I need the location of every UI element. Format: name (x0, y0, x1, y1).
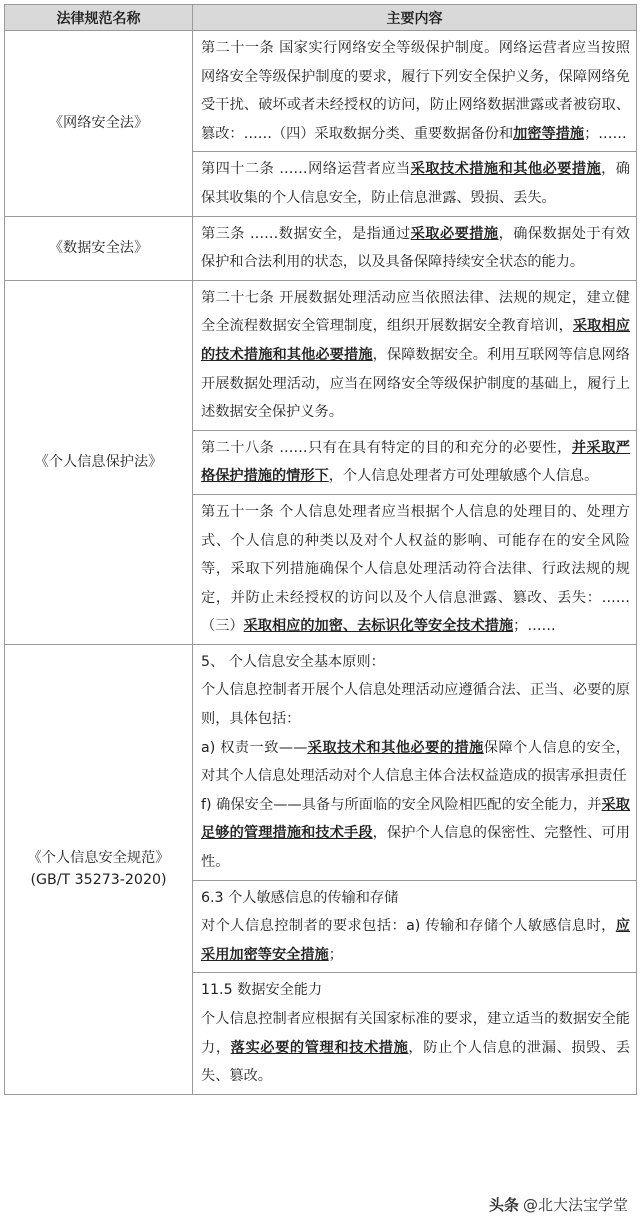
toutiao-logo-text: 头条 (488, 1196, 519, 1214)
article-text: a) 权责一致—— (201, 739, 308, 756)
emphasized-measure-text: 并采取严格保护措施的情形下 (201, 439, 630, 485)
table-row (5, 216, 637, 280)
emphasized-measure-text: 采取足够的管理措施和技术手段 (201, 796, 630, 842)
article-text: ，保护个人信息的保密性、完整性、可用性。 (201, 825, 630, 871)
article-text: 第五十一条 个人信息处理者应当根据个人信息的处理目的、处理方式、个人信息的种类以及对个人权益的影响、可能存在的安全风险等，采取下列措施确保个人信息处理活动符合法律、行政法规的规定，并防止未经授权的访问以及个人信息泄露、篡改、丢失：……（三） (201, 503, 630, 635)
article-text: 6.3 个人敏感信息的传输和存储 (201, 889, 399, 906)
article-text: ； (328, 946, 343, 963)
watermark-handle: @北大法宝学堂 (522, 1196, 628, 1214)
emphasized-measure-text: 采取技术措施和其他必要措施 (410, 161, 602, 178)
law-name-text: 《个人信息保护法》 (34, 454, 163, 471)
emphasized-measure-text: 采取技术和其他必要的措施 (307, 739, 484, 756)
article-text: ，防止个人信息的泄漏、损毁、丢失、篡改。 (201, 1039, 630, 1085)
table-row (5, 280, 637, 430)
article-text: 第三条 ……数据安全，是指通过 (201, 225, 411, 242)
article-text: f) 确保安全——具备与所面临的安全风险相匹配的安全能力，并 (201, 796, 602, 813)
article-content-cell (193, 31, 637, 152)
article-text: 对个人信息控制者的要求包括：a) 传输和存储个人敏感信息时， (201, 918, 616, 935)
emphasized-measure-text: 落实必要的管理和技术措施 (230, 1039, 409, 1056)
article-content-cell (193, 880, 637, 973)
article-text: 第二十七条 开展数据处理活动应当依照法律、法规的规定，建立健全全流程数据安全管理制度，组织开展数据安全教育培训， (201, 289, 630, 335)
header-law-name: 法律规范名称 (5, 5, 193, 31)
law-comparison-table (4, 4, 637, 1095)
article-content-cell (193, 644, 637, 880)
article-text: 第二十一条 国家实行网络安全等级保护制度。网络运营者应当按照网络安全等级保护制度的要求，履行下列安全保护义务，保障网络免受干扰、破坏或者未经授权的访问，防止网络数据泄露或者被窃取、篡改：……（四）采取数据分类、重要数据备份和 (201, 40, 630, 142)
law-name-text: (GB/T 35273-2020) (30, 872, 167, 889)
law-name-cell (5, 216, 193, 280)
article-content-cell (193, 494, 637, 644)
article-text: ，确保其收集的个人信息安全，防止信息泄露、毁损、丢失。 (201, 161, 630, 206)
article-content-cell (193, 973, 637, 1094)
emphasized-measure-text: 采取相应的加密、去标识化等安全技术措施 (243, 618, 514, 635)
table-row (5, 31, 637, 152)
law-name-text: 《个人信息安全规范》 (27, 850, 170, 867)
article-text: 11.5 数据安全能力 (201, 982, 323, 999)
article-content-cell (193, 152, 637, 216)
law-name-cell (5, 280, 193, 644)
article-text: 保障个人信息的安全，对其个人信息处理活动对个人信息主体合法权益造成的损害承担责任 (201, 739, 630, 785)
article-content-cell (193, 216, 637, 280)
law-name-text: 《数据安全法》 (48, 240, 149, 257)
article-text: ，确保数据处于有效保护和合法利用的状态，以及具备保障持续安全状态的能力。 (201, 225, 630, 271)
law-name-cell (5, 644, 193, 1094)
article-text: ；…… (513, 618, 556, 635)
law-name-cell (5, 31, 193, 217)
law-name-text: 《网络安全法》 (48, 115, 149, 132)
article-text: 第二十八条 ……只有在具有特定的目的和充分的必要性， (201, 439, 572, 456)
article-text: 第四十二条 ……网络运营者应当 (201, 161, 411, 178)
emphasized-measure-text: 采取相应的技术措施和其他必要措施 (201, 318, 630, 363)
article-text: ，个人信息处理者方可处理敏感个人信息。 (328, 468, 599, 485)
article-text: ；…… (584, 125, 627, 142)
article-content-cell (193, 430, 637, 494)
emphasized-measure-text: 应采用加密等安全措施 (201, 918, 630, 963)
article-text: 个人信息控制者开展个人信息处理活动应遵循合法、正当、必要的原则，具体包括： (201, 682, 630, 728)
article-text: 个人信息控制者应根据有关国家标准的要求，建立适当的数据安全能力， (201, 1011, 630, 1056)
emphasized-measure-text: 采取必要措施 (410, 225, 499, 242)
header-main-content: 主要内容 (193, 5, 637, 31)
emphasized-measure-text: 加密等措施 (513, 125, 585, 142)
article-text: 5、 个人信息安全基本原则： (201, 653, 385, 670)
watermark (489, 1194, 628, 1215)
table-body (5, 31, 637, 1095)
table-header-row (5, 5, 637, 31)
table-row (5, 644, 637, 880)
article-content-cell (193, 280, 637, 430)
article-text: ，保障数据安全。利用互联网等信息网络开展数据处理活动，应当在网络安全等级保护制度的基础上，履行上述数据安全保护义务。 (201, 346, 630, 421)
